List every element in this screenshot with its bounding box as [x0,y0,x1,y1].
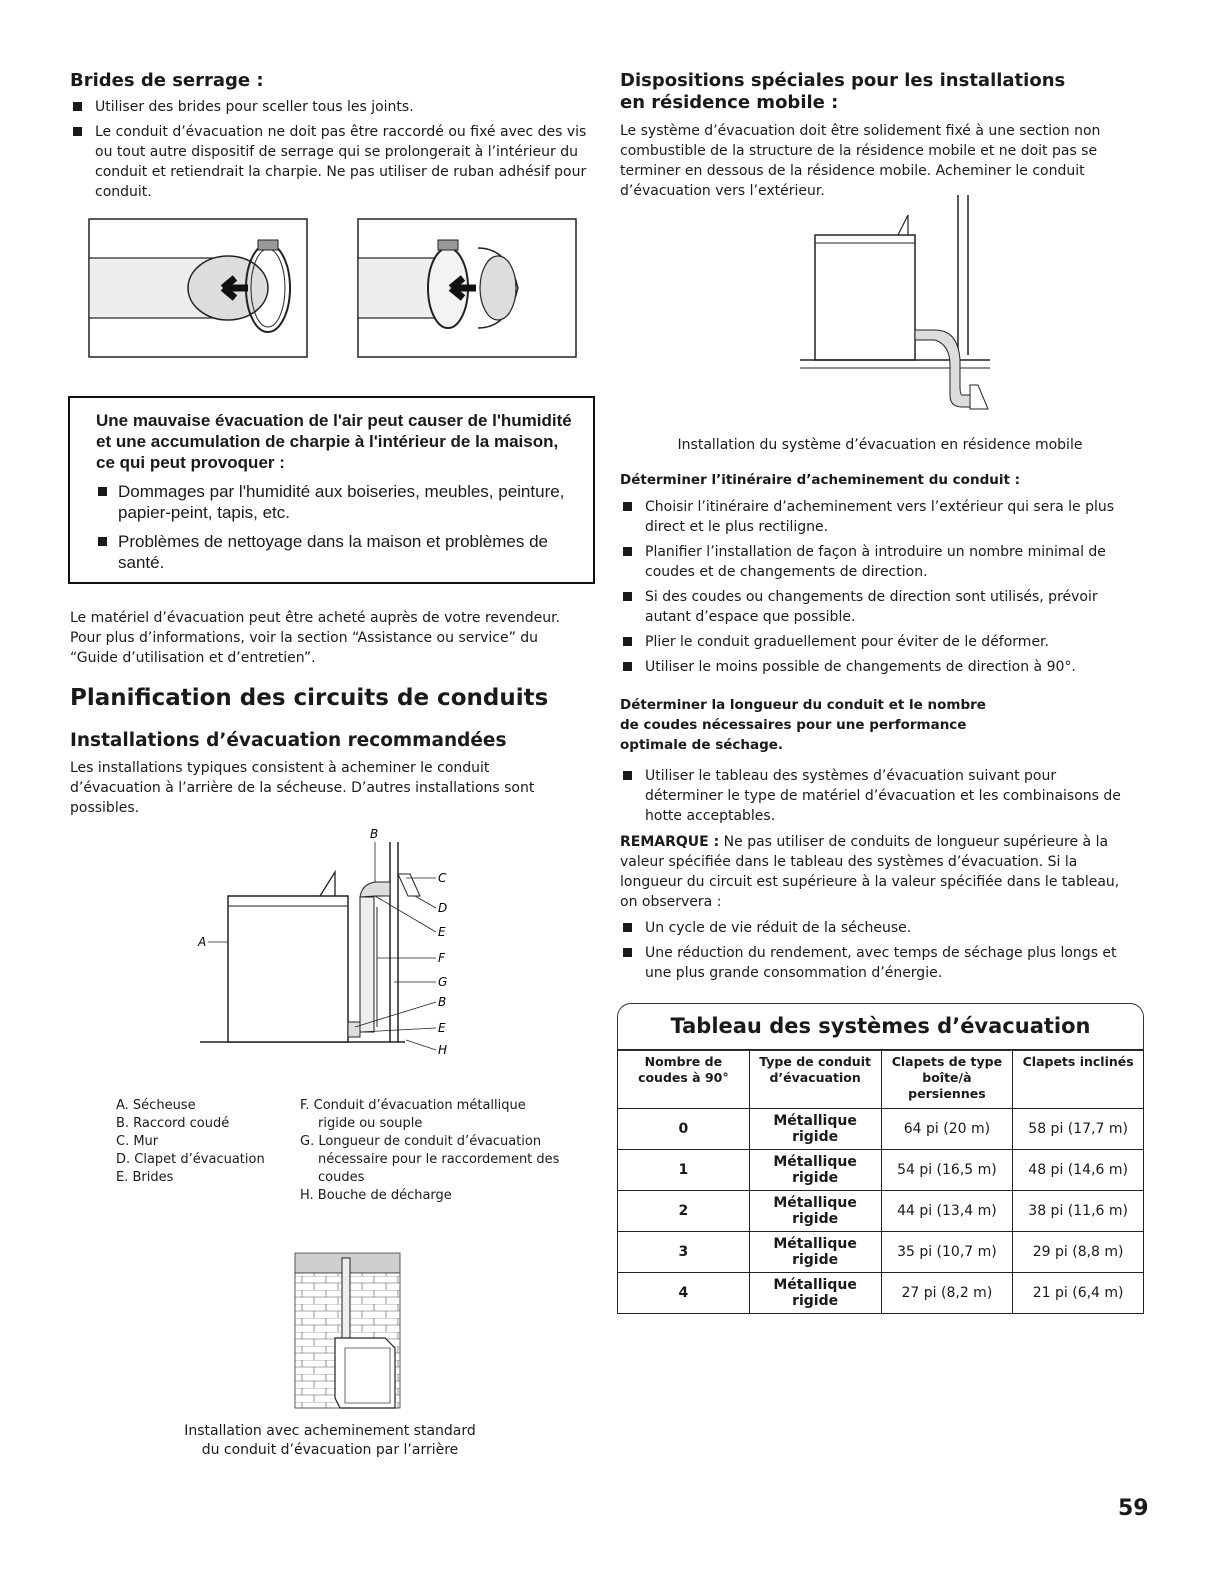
table-cell: 38 pi (11,6 m) [1013,1191,1144,1232]
list-item: Problèmes de nettoyage dans la maison et problèmes de santé. [96,531,577,573]
route-heading: Déterminer l’itinéraire d’acheminement du conduit : [620,472,1021,488]
length-heading-line: Déterminer la longueur du conduit et le nombre [620,697,986,713]
vent-table-title: Tableau des systèmes d’évacuation [670,1014,1091,1038]
table-cell: 3 [618,1232,750,1273]
length-list [620,766,1125,831]
dealer-text: Le matériel d’évacuation peut être acheté auprès de votre revendeur. Pour plus d’informations, voir la section “Assistance ou service” du “Guide d’utilisation et d’entretien”. [70,610,561,666]
table-cell: Métallique rigide [749,1232,881,1273]
label-h: H [438,1043,448,1057]
table-cell: 35 pi (10,7 m) [881,1232,1013,1273]
list-item: Plier le conduit graduellement pour éviter de le déformer. [620,632,1140,652]
label-a: A [198,935,207,949]
length-heading [620,695,986,755]
warning-box [68,396,595,584]
table-cell: Métallique rigide [749,1150,881,1191]
list-item: Le conduit d’évacuation ne doit pas être raccordé ou fixé avec des vis ou tout autre dispositif de serrage qui se prolongerait à l’intérieur du conduit et retiendrait la charpie. Ne pas utiliser de ruban adhésif pour conduit. [70,122,590,202]
vent-table [617,1049,1144,1314]
table-cell: 54 pi (16,5 m) [881,1150,1013,1191]
caption-line: Installation avec acheminement standard [184,1423,476,1439]
table-cell: Métallique rigide [749,1109,881,1150]
recommended-heading: Installations d’évacuation recommandées [70,730,507,751]
clamp-figures [88,218,578,360]
table-cell: 44 pi (13,4 m) [881,1191,1013,1232]
clamp-figure-open [89,219,307,357]
legend-item: G. Longueur de conduit d’évacuation nécessaire pour le raccordement des coudes [300,1134,560,1185]
dryer-body [228,896,348,1042]
col-header-elbows: Nombre de coudes à 90° [618,1050,750,1109]
col-header-angled: Clapets inclinés [1013,1050,1144,1109]
legend-item: H. Bouche de décharge [300,1188,452,1203]
mobile-heading-line: Dispositions spéciales pour les installations [620,70,1066,91]
list-item: Planifier l’installation de façon à introduire un nombre minimal de coudes et de changements de direction. [620,542,1140,582]
list-item: Utiliser le moins possible de changements de direction à 90°. [620,657,1140,677]
note-list [620,918,1140,988]
mobile-text: Le système d’évacuation doit être solidement fixé à une section non combustible de la structure de la résidence mobile et ne doit pas se terminer en dessous de la résidence mobile. Acheminer le conduit d’évacuation vers l’extérieur. [620,123,1101,199]
clamps-heading: Brides de serrage : [70,70,264,91]
table-cell: 58 pi (17,7 m) [1013,1109,1144,1150]
list-item: Utiliser le tableau des systèmes d’évacuation suivant pour déterminer le type de matériel d’évacuation et les combinaisons de hotte acceptables. [620,766,1125,826]
table-cell: Métallique rigide [749,1273,881,1314]
table-cell: 4 [618,1273,750,1314]
mobile-heading [620,70,1065,114]
legend-item: F. Conduit d’évacuation métallique rigide ou souple [300,1098,526,1131]
label-e-top: E [438,925,446,939]
warning-list [96,481,577,573]
table-cell: 21 pi (6,4 m) [1013,1273,1144,1314]
list-item: Utiliser des brides pour sceller tous les joints. [70,97,590,117]
mobile-caption: Installation du système d’évacuation en résidence mobile [677,437,1083,453]
table-cell: 27 pi (8,2 m) [881,1273,1013,1314]
page-number: 59 [1118,1496,1149,1521]
table-cell: 64 pi (20 m) [881,1109,1013,1150]
label-e-bottom: E [438,1021,446,1035]
legend-item: A. Sécheuse [116,1098,196,1113]
recommended-text: Les installations typiques consistent à acheminer le conduit d’évacuation à l’arrière de la sécheuse. D’autres installations sont possibles. [70,760,535,816]
legend-item: C. Mur [116,1134,159,1149]
table-cell: 2 [618,1191,750,1232]
table-row [618,1150,1144,1191]
label-b-bottom: B [438,995,447,1009]
list-item: Un cycle de vie réduit de la sécheuse. [620,918,1140,938]
table-header-row [618,1050,1144,1109]
table-cell: 1 [618,1150,750,1191]
warning-title: Une mauvaise évacuation de l'air peut causer de l'humidité et une accumulation de charpie à l'intérieur de la maison, ce qui peut provoquer : [96,411,572,472]
mobile-heading-line: en résidence mobile : [620,92,839,113]
legend-item: D. Clapet d’évacuation [116,1152,265,1167]
table-cell: 0 [618,1109,750,1150]
list-item: Dommages par l'humidité aux boiseries, meubles, peinture, papier-peint, tapis, etc. [96,481,577,523]
legend-col1 [116,1097,296,1187]
label-c: C [438,871,447,885]
table-row [618,1232,1144,1273]
legend-item: B. Raccord coudé [116,1116,230,1131]
table-cell: Métallique rigide [749,1191,881,1232]
planning-heading: Planification des circuits de conduits [70,685,549,711]
table-cell: 48 pi (14,6 m) [1013,1150,1144,1191]
legend-item: E. Brides [116,1170,174,1185]
label-g: G [438,975,448,989]
clamps-list [70,97,590,207]
note-label: REMARQUE : [620,834,720,850]
table-row [618,1191,1144,1232]
route-list [620,497,1140,682]
col-header-box-louvered: Clapets de type boîte/à persiennes [881,1050,1013,1109]
label-d: D [438,901,448,915]
note-paragraph [620,832,1140,912]
label-b-top: B [370,827,379,841]
standard-install-illustration [290,1248,405,1413]
length-heading-line: optimale de séchage. [620,737,784,753]
list-item: Si des coudes ou changements de direction sont utilisés, prévoir autant d’espace que possible. [620,587,1140,627]
label-f: F [438,951,445,965]
table-row [618,1273,1144,1314]
mobile-home-diagram [790,195,1020,420]
legend-col2 [300,1097,562,1205]
list-item: Une réduction du rendement, avec temps de séchage plus longs et une plus grande consommation d’énergie. [620,943,1140,983]
dryer-diagram [170,822,470,1068]
standard-install-caption [150,1422,510,1460]
length-heading-line: de coudes nécessaires pour une performance [620,717,967,733]
list-item: Choisir l’itinéraire d’acheminement vers l’extérieur qui sera le plus direct et le plus rectiligne. [620,497,1140,537]
mobile-dryer [815,235,915,360]
col-header-duct-type: Type de conduit d’évacuation [749,1050,881,1109]
table-cell: 29 pi (8,8 m) [1013,1232,1144,1273]
clamp-figure-closed [358,219,576,357]
table-row [618,1109,1144,1150]
caption-line: du conduit d’évacuation par l’arrière [201,1442,459,1458]
note-text: Ne pas utiliser de conduits de longueur supérieure à la valeur spécifiée dans le tableau des systèmes d’évacuation. Si la longueur du circuit est supérieure à la valeur spécifiée dans le tableau, on observera : [620,834,1120,910]
